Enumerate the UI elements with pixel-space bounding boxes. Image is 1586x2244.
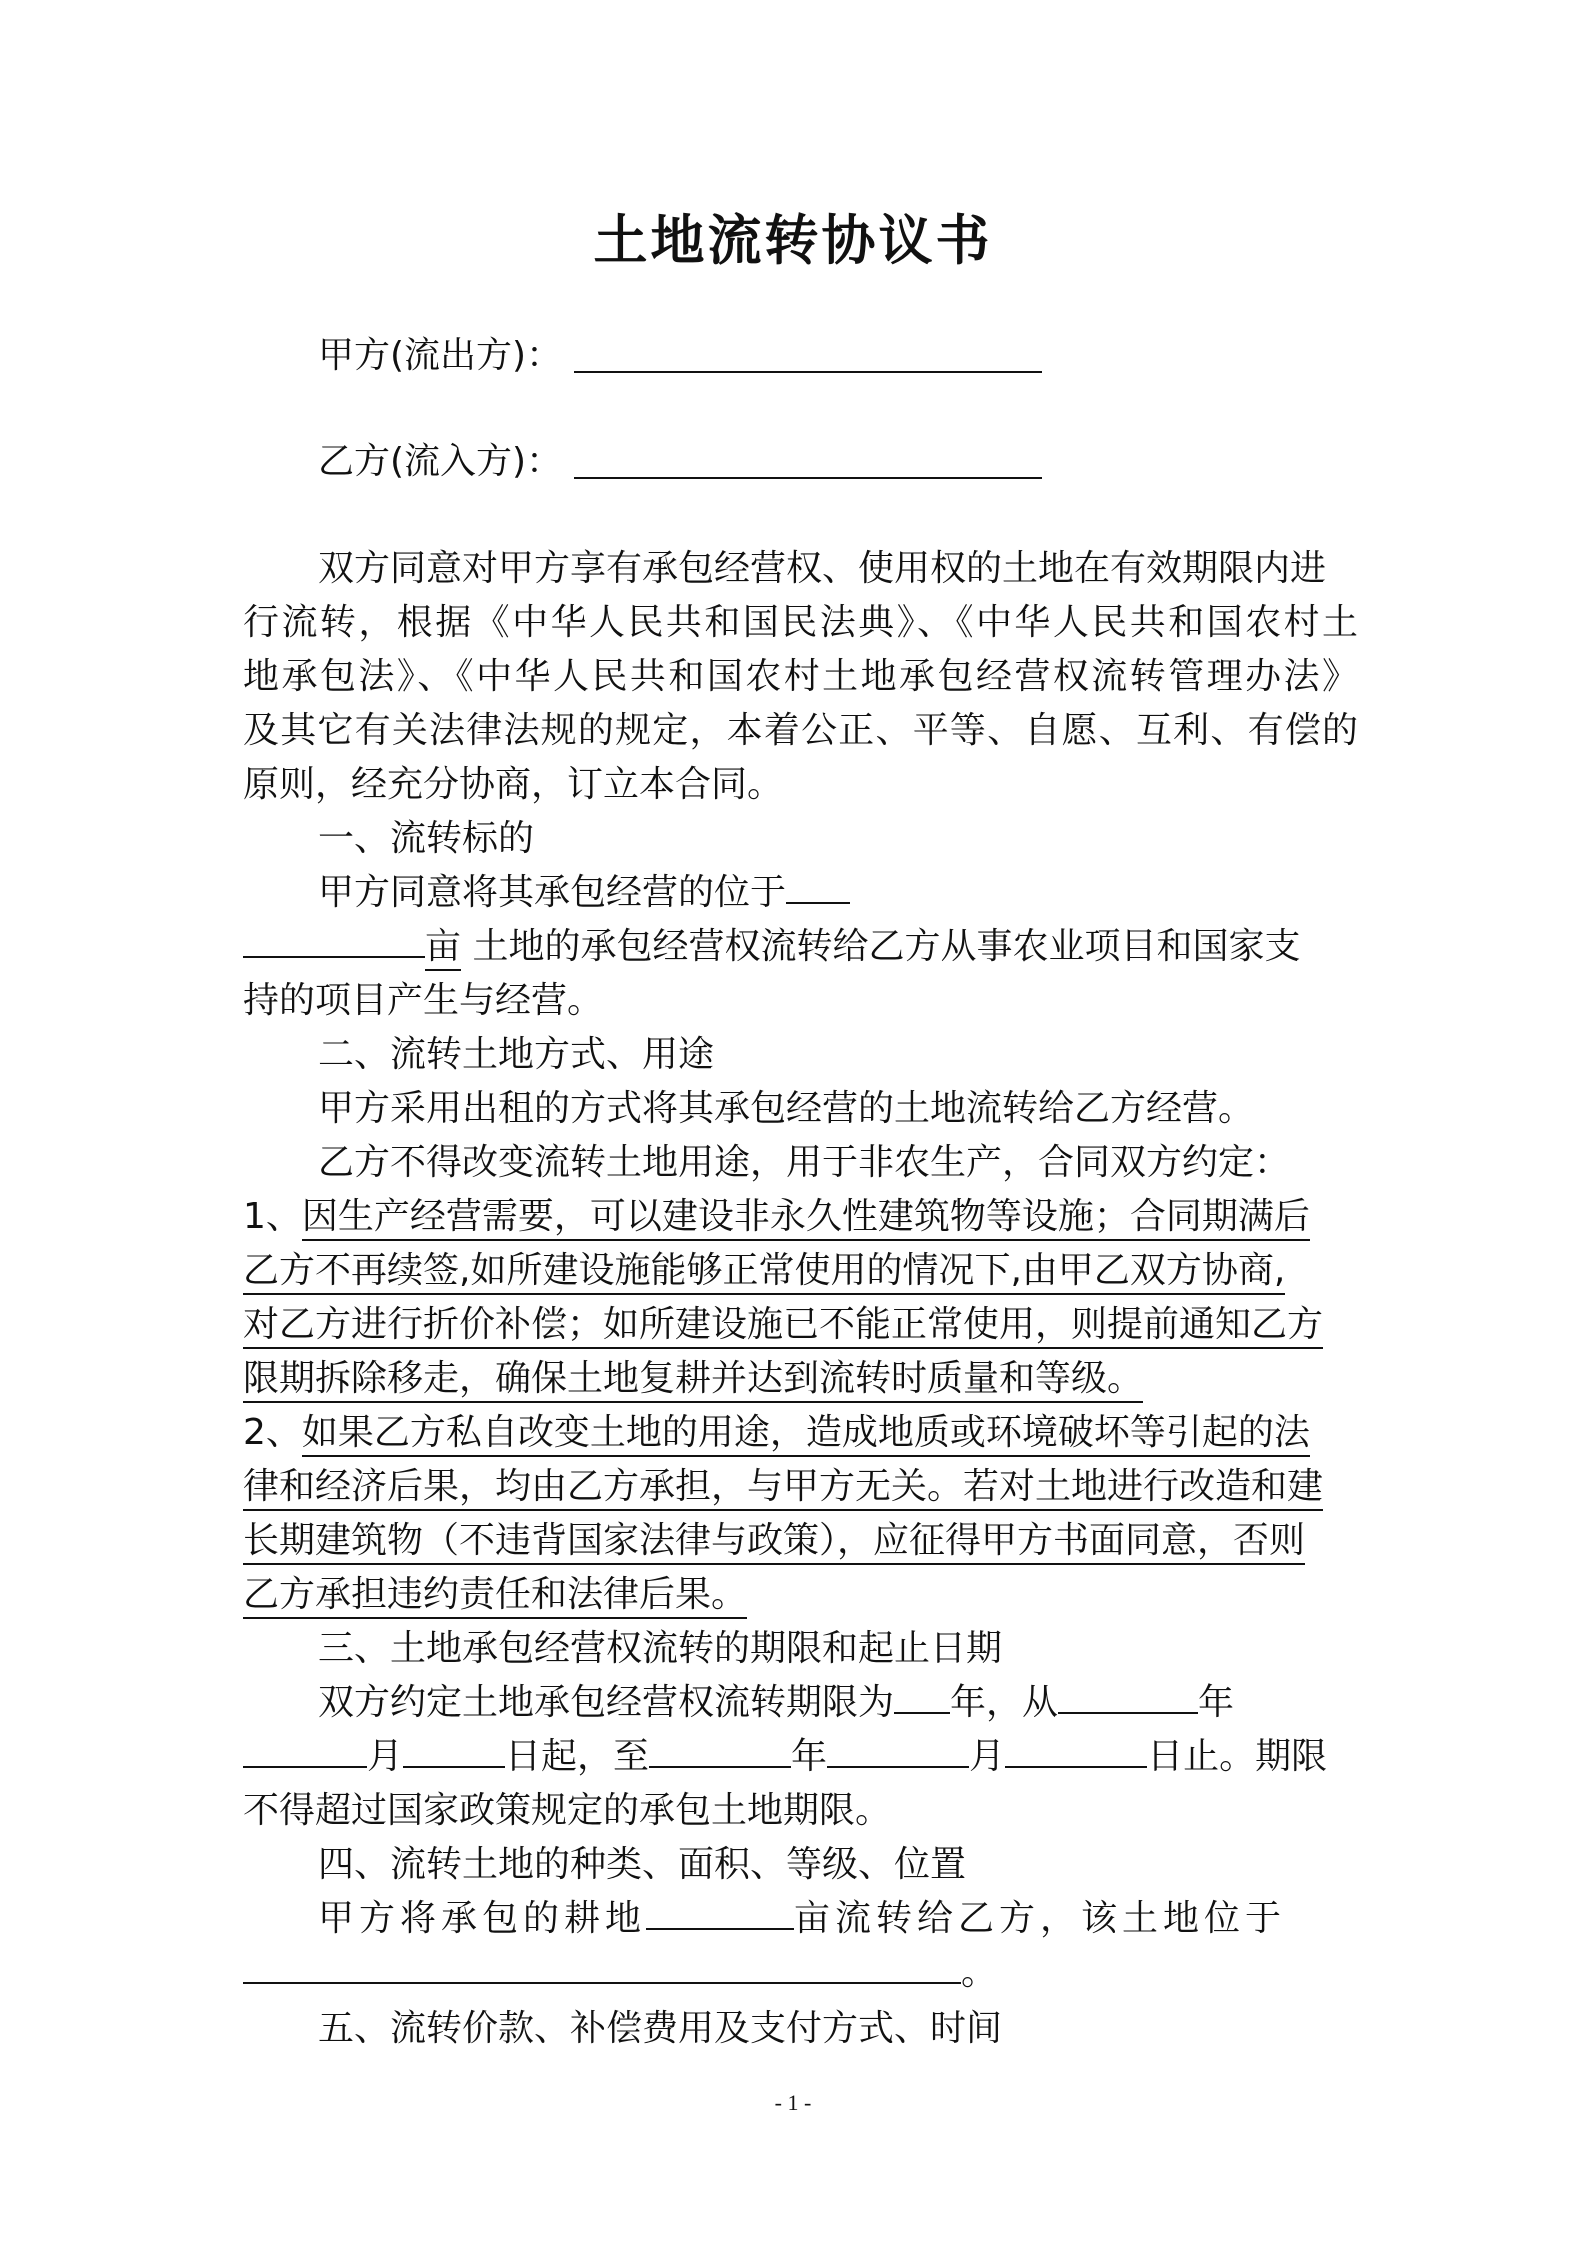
s1-line: 持的项目产生与经营。: [243, 980, 604, 1021]
s3-text: 日止。期限: [1147, 1736, 1328, 1777]
page-number: - 1 -: [774, 2090, 812, 2115]
item-number: 1、: [243, 1196, 302, 1237]
party-a-field[interactable]: [574, 331, 1042, 373]
item-text: 因生产经营需要，可以建设非永久性建筑物等设施；合同期满后: [302, 1196, 1310, 1241]
end-day-blank[interactable]: [1005, 1732, 1147, 1768]
section-heading: 五、流转价款、补偿费用及支付方式、时间: [318, 2008, 1003, 2049]
section-heading: 一、流转标的: [318, 818, 535, 859]
intro-line: 地承包法》、《中华人民共和国农村土地承包经营权流转管理办法》: [243, 656, 1358, 697]
s2-item1-line: [243, 1299, 1358, 1351]
s3-text: 月: [969, 1736, 1006, 1777]
area-blank[interactable]: [646, 1894, 794, 1930]
s3-text: 日起，至: [505, 1736, 650, 1777]
s2-item1-line: [243, 1353, 1358, 1405]
party-a-label: 甲方(流出方)：: [318, 335, 563, 376]
document-title: 土地流转协议书: [593, 209, 993, 272]
s3-line: [243, 1731, 1358, 1783]
s3-text: 双方约定土地承包经营权流转期限为: [318, 1682, 895, 1723]
s2-line: 甲方采用出租的方式将其承包经营的土地流转给乙方经营。: [318, 1088, 1255, 1129]
location-blank[interactable]: [786, 868, 850, 904]
s3-text: 年: [1198, 1682, 1235, 1723]
s1-text: 甲方同意将其承包经营的位于: [318, 872, 787, 913]
s1-line: [318, 867, 1358, 919]
intro-line: 及其它有关法律法规的规定，本着公正、平等、自愿、互利、有偿的: [243, 710, 1358, 751]
intro-line: 双方同意对甲方享有承包经营权、使用权的土地在有效期限内进: [318, 548, 1327, 589]
s2-item2-line: [243, 1515, 1358, 1567]
land-location-blank[interactable]: [243, 1948, 961, 1984]
intro-line: 原则，经充分协商，订立本合同。: [243, 764, 784, 805]
item-number: 2、: [243, 1412, 302, 1453]
end-month-blank[interactable]: [827, 1732, 969, 1768]
term-years-blank[interactable]: [894, 1678, 950, 1714]
intro-line: 行流转，根据《中华人民共和国民法典》、《中华人民共和国农村土: [243, 602, 1358, 643]
s2-item1-line: [243, 1245, 1358, 1297]
section-heading: 三、土地承包经营权流转的期限和起止日期: [318, 1628, 1003, 1669]
start-day-blank[interactable]: [403, 1732, 505, 1768]
s2-item2-line: [243, 1461, 1358, 1513]
s2-line: 乙方不得改变流转土地用途，用于非农生产，合同双方约定：: [318, 1142, 1291, 1183]
end-year-blank[interactable]: [649, 1732, 791, 1768]
start-month-blank[interactable]: [243, 1732, 367, 1768]
s1-text: 土地的承包经营权流转给乙方从事农业项目和国家支: [472, 926, 1301, 967]
item-text: 乙方不再续签,如所建设施能够正常使用的情况下,由甲乙双方协商,: [243, 1250, 1285, 1295]
s3-text: 年，从: [950, 1682, 1059, 1723]
item-text: 如果乙方私自改变土地的用途，造成地质或环境破坏等引起的法: [302, 1412, 1310, 1457]
s2-item2-line: [243, 1407, 1358, 1459]
s2-item1-line: [243, 1191, 1358, 1243]
party-b-field[interactable]: [574, 437, 1042, 479]
section-heading: 四、流转土地的种类、面积、等级、位置: [318, 1844, 967, 1885]
section-heading: 二、流转土地方式、用途: [318, 1034, 715, 1075]
location-blank[interactable]: [243, 922, 425, 958]
item-text: 乙方承担违约责任和法律后果。: [243, 1574, 747, 1619]
s1-line: [243, 921, 1358, 973]
party-b-row: [318, 436, 1358, 488]
s4-text: 甲方将承包的耕地: [318, 1898, 647, 1939]
s4-text: 。: [961, 1952, 998, 1993]
s4-line: [243, 1947, 1358, 1999]
item-text: 对乙方进行折价补偿；如所建设施已不能正常使用，则提前通知乙方: [243, 1304, 1323, 1349]
start-year-blank[interactable]: [1058, 1678, 1198, 1714]
item-text: 律和经济后果，均由乙方承担，与甲方无关。若对土地进行改造和建: [243, 1466, 1323, 1511]
s3-line: 不得超过国家政策规定的承包土地期限。: [243, 1790, 892, 1831]
s4-text: 亩流转给乙方，该土地位于: [794, 1898, 1287, 1939]
s3-text: 年: [791, 1736, 828, 1777]
s2-item2-line: [243, 1569, 1358, 1621]
s3-text: 月: [367, 1736, 404, 1777]
item-text: 长期建筑物（不违背国家法律与政策），应征得甲方书面同意，否则: [243, 1520, 1305, 1565]
item-text: 限期拆除移走，确保土地复耕并达到流转时质量和等级。: [243, 1358, 1143, 1403]
s4-line: [318, 1893, 1358, 1945]
s3-line: [318, 1677, 1358, 1729]
s1-text: 亩: [425, 926, 461, 971]
party-a-row: [318, 330, 1358, 382]
party-b-label: 乙方(流入方)：: [318, 441, 563, 482]
